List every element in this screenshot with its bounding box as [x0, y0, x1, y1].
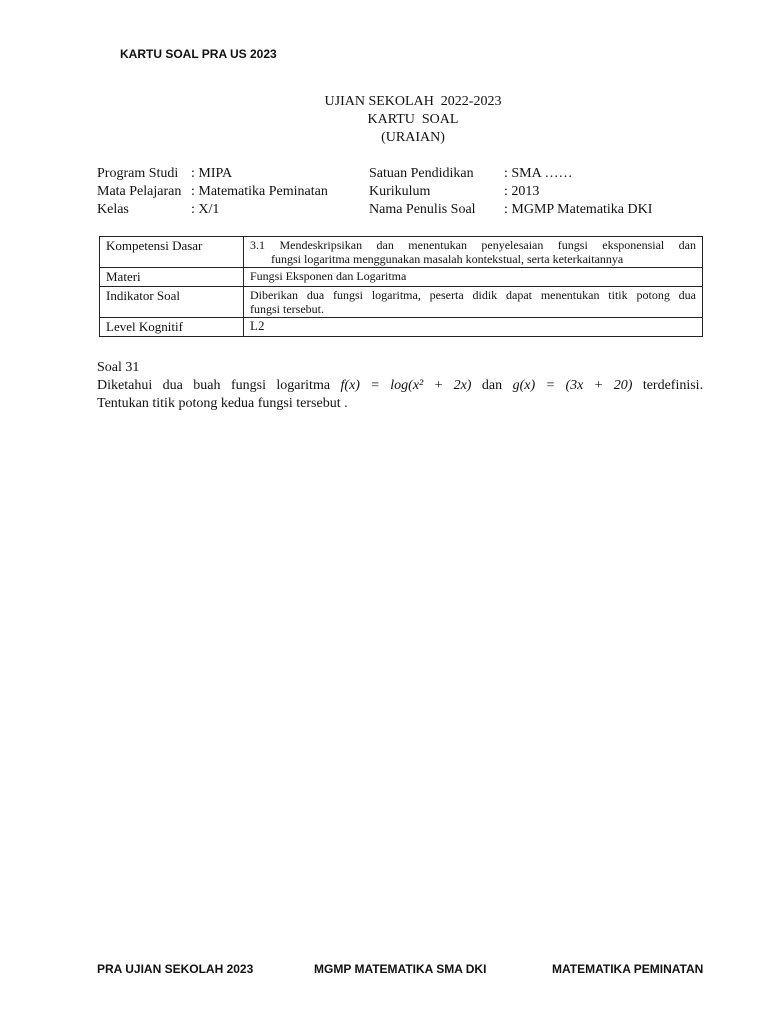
mapel-label: Mata Pelajaran — [97, 184, 182, 199]
penulis-label: Nama Penulis Soal — [369, 202, 476, 217]
satuan-value: : SMA …… — [504, 166, 573, 181]
program-studi-value: : MIPA — [191, 166, 233, 181]
level-value: L2 — [244, 318, 703, 337]
kd-line-1: 3.1 Mendeskripsikan dan menentukan penyelesaian fungsi eksponensial dan — [250, 238, 696, 252]
title-card: KARTU SOAL — [367, 112, 459, 127]
kd-value — [244, 237, 703, 268]
mapel-value: : Matematika Peminatan — [191, 184, 328, 199]
function-f-formula: = log(x² + 2x) — [370, 378, 472, 393]
title-exam: UJIAN SEKOLAH 2022-2023 — [324, 94, 502, 109]
question-intro: Diketahui dua buah fungsi logaritma — [97, 378, 331, 393]
question-info-table — [99, 236, 703, 337]
question-block — [97, 359, 703, 413]
materi-label: Materi — [100, 268, 244, 287]
table-row — [100, 237, 703, 268]
question-text — [97, 377, 703, 395]
indikator-line-2: fungsi tersebut. — [250, 302, 324, 316]
question-instruction: Tentukan titik potong kedua fungsi tersebut . — [97, 396, 348, 411]
table-row — [100, 318, 703, 337]
kd-line-2: fungsi logaritma menggunakan masalah kontekstual, serta keterkaitannya — [271, 252, 624, 266]
function-g-formula: = (3x + 20) — [545, 378, 633, 393]
penulis-value: : MGMP Matematika DKI — [504, 202, 653, 217]
materi-value: Fungsi Eksponen dan Logaritma — [244, 268, 703, 287]
function-f-name: f(x) — [340, 378, 360, 393]
program-studi-label: Program Studi — [97, 166, 179, 181]
indikator-line-1: Diberikan dua fungsi logaritma, peserta didik dapat menentukan titik potong dua — [250, 288, 696, 302]
kelas-value: : X/1 — [191, 202, 220, 217]
table-row — [100, 268, 703, 287]
footer-right: MATEMATIKA PEMINATAN — [552, 962, 704, 976]
indikator-value — [244, 287, 703, 318]
function-g-name: g(x) — [512, 378, 536, 393]
indikator-label: Indikator Soal — [100, 287, 244, 318]
footer-center: MGMP MATEMATIKA SMA DKI — [314, 962, 487, 976]
page-header: KARTU SOAL PRA US 2023 — [120, 47, 277, 61]
satuan-label: Satuan Pendidikan — [369, 166, 474, 181]
question-conjunction: dan — [481, 378, 503, 393]
title-type: (URAIAN) — [381, 130, 445, 145]
table-row — [100, 287, 703, 318]
footer-left: PRA UJIAN SEKOLAH 2023 — [97, 962, 254, 976]
kd-label: Kompetensi Dasar — [100, 237, 244, 268]
document-title — [0, 93, 768, 147]
kurikulum-label: Kurikulum — [369, 184, 431, 199]
question-number: Soal 31 — [97, 360, 140, 375]
question-end: terdefinisi. — [642, 378, 704, 393]
level-label: Level Kognitif — [100, 318, 244, 337]
kelas-label: Kelas — [97, 202, 129, 217]
kurikulum-value: : 2013 — [504, 184, 540, 199]
